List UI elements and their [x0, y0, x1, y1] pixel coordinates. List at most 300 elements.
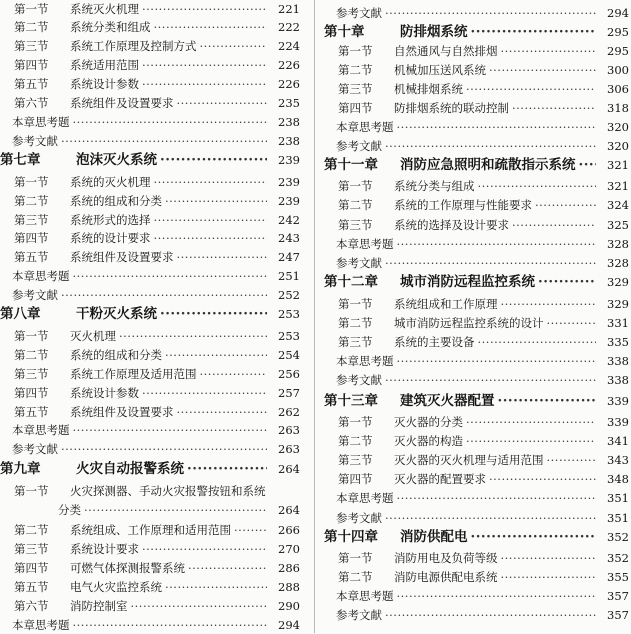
toc-entry-page: 343: [607, 453, 629, 467]
toc-entry-code: 第二节: [338, 570, 373, 584]
toc-entry: [324, 23, 631, 41]
toc-entry: [324, 61, 631, 79]
toc-entry-title: 灭火器的构造: [394, 434, 463, 448]
dot-leader: [234, 521, 267, 539]
toc-entry-page: 262: [278, 405, 300, 419]
toc-entry-title: 系统工作原理及适用范围: [70, 367, 197, 381]
toc-entry: [0, 211, 302, 229]
toc-entry-code: 第二节: [338, 63, 373, 77]
toc-entry-code: 第二节: [338, 434, 373, 448]
toc-entry-page: 338: [607, 373, 629, 387]
toc-entry-page: 339: [607, 394, 629, 408]
toc-entry: [0, 18, 302, 36]
dot-leader: [466, 80, 596, 98]
dot-leader: [547, 451, 597, 469]
toc-entry-page: 222: [278, 20, 300, 34]
toc-entry-code: 第三节: [338, 218, 373, 232]
toc-entry: [324, 528, 631, 546]
toc-entry-code: 第十二章: [324, 274, 378, 290]
dot-leader: [177, 248, 268, 266]
toc-entry: [324, 509, 631, 527]
toc-entry-page: 338: [607, 354, 629, 368]
toc-entry-title: 本章思考题: [336, 120, 394, 134]
toc-entry-title: 电气火灾监控系统: [70, 580, 162, 594]
toc-entry-title: 机械加压送风系统: [394, 63, 486, 77]
dot-leader: [177, 403, 268, 421]
toc-entry-page: 339: [607, 415, 629, 429]
toc-entry-code: 第十三章: [324, 393, 378, 409]
toc-entry: [0, 403, 302, 421]
toc-entry: [324, 333, 631, 351]
dot-leader: [501, 549, 597, 567]
dot-leader: [165, 346, 267, 364]
toc-entry-title: 消防用电及负荷等级: [394, 551, 498, 565]
dot-leader: [397, 587, 597, 605]
dot-leader: [512, 216, 596, 234]
toc-entry-page: 252: [278, 288, 300, 302]
toc-entry-page: 335: [607, 335, 629, 349]
toc-entry-page: 263: [278, 423, 300, 437]
dot-leader: [142, 540, 267, 558]
toc-entry-title: 系统设计参数: [70, 77, 139, 91]
toc-entry-title: 系统的工作原理与性能要求: [394, 198, 532, 212]
toc-entry: [324, 216, 631, 234]
toc-entry-title: 灭火机理: [70, 329, 116, 343]
toc-entry-page: 357: [607, 608, 629, 622]
dot-leader: [142, 384, 267, 402]
dot-leader: [73, 616, 268, 634]
dot-leader: [579, 156, 597, 174]
dot-leader: [489, 470, 596, 488]
toc-entry-page: 351: [607, 491, 629, 505]
toc-entry-page: 352: [607, 551, 629, 565]
dot-leader: [471, 23, 597, 41]
dot-leader: [142, 56, 267, 74]
toc-entry-page: 328: [607, 256, 629, 270]
toc-entry-page: 264: [278, 503, 300, 517]
toc-entry-title: 参考文献: [336, 373, 382, 387]
toc-entry-title: 参考文献: [336, 256, 382, 270]
toc-entry: [0, 56, 302, 74]
dot-leader: [165, 578, 267, 596]
toc-entry-code: 第一节: [338, 297, 373, 311]
toc-entry: [324, 42, 631, 60]
toc-entry-page: 295: [607, 44, 629, 58]
toc-entry: [324, 432, 631, 450]
dot-leader: [131, 597, 268, 615]
toc-entry-title: 参考文献: [12, 288, 58, 302]
toc-entry-page: 226: [278, 77, 300, 91]
toc-entry-code: 第二节: [338, 316, 373, 330]
toc-entry-title: 系统的灭火机理: [70, 175, 151, 189]
toc-entry: [324, 177, 631, 195]
toc-entry: [324, 99, 631, 117]
toc-entry-code: 第一节: [14, 2, 49, 16]
toc-entry-title: 系统组件及设置要求: [70, 250, 174, 264]
toc-entry-title: 城市消防远程监控系统的设计: [394, 316, 544, 330]
dot-leader: [478, 177, 597, 195]
toc-entry-page: 266: [278, 523, 300, 537]
dot-leader: [73, 421, 268, 439]
toc-entry-title: 灭火器的灭火机理与适用范围: [394, 453, 544, 467]
toc-entry-title: 防排烟系统的联动控制: [394, 101, 509, 115]
toc-entry: [0, 267, 302, 285]
toc-entry-page: 243: [278, 231, 300, 245]
toc-entry-code: 第四节: [14, 561, 49, 575]
toc-entry-page: 226: [278, 58, 300, 72]
toc-entry: [0, 229, 302, 247]
toc-entry-code: 第二节: [14, 348, 49, 362]
toc-entry-title: 系统灭火机理: [70, 2, 139, 16]
toc-entry-page: 341: [607, 434, 629, 448]
toc-entry-page: 254: [278, 348, 300, 362]
toc-entry: [324, 371, 631, 389]
dot-leader: [142, 75, 267, 93]
toc-entry: [324, 254, 631, 272]
toc-entry-code: 第四节: [14, 386, 49, 400]
toc-entry-code: 第二节: [338, 198, 373, 212]
toc-entry-page: 238: [278, 134, 300, 148]
toc-entry-code: 第三节: [14, 367, 49, 381]
toc-entry-title: 消防电源供配电系统: [394, 570, 498, 584]
toc-entry-title: 本章思考题: [12, 269, 70, 283]
toc-entry: [324, 80, 631, 98]
toc-entry-code: 第一节: [338, 551, 373, 565]
dot-leader: [165, 192, 267, 210]
toc-entry: [324, 118, 631, 136]
toc-entry-code: 第三节: [338, 335, 373, 349]
toc-entry-title: 参考文献: [336, 511, 382, 525]
toc-entry-title: 系统的组成和分类: [70, 348, 162, 362]
toc-entry-title: 系统组成、工作原理和适用范围: [70, 523, 231, 537]
toc-entry-page: 321: [607, 179, 629, 193]
dot-leader: [397, 352, 597, 370]
toc-entry-title: 参考文献: [12, 442, 58, 456]
toc-entry-page: 239: [278, 194, 300, 208]
dot-leader: [385, 254, 596, 272]
toc-entry-title: 系统分类与组成: [394, 179, 475, 193]
toc-entry-title: 本章思考题: [336, 354, 394, 368]
toc-entry-title: 火灾自动报警系统: [76, 461, 184, 477]
column-divider: [314, 0, 315, 633]
toc-entry: [0, 173, 302, 191]
dot-leader: [73, 267, 268, 285]
toc-entry-title: 系统组件及设置要求: [70, 96, 174, 110]
toc-entry-code: 第一节: [338, 44, 373, 58]
toc-entry-title: 本章思考题: [12, 423, 70, 437]
dot-leader: [385, 137, 596, 155]
toc-entry-title: 消防应急照明和疏散指示系统: [400, 157, 576, 173]
toc-entry-title: 本章思考题: [12, 618, 70, 632]
dot-leader: [188, 559, 267, 577]
dot-leader: [471, 528, 597, 546]
dot-leader: [501, 42, 597, 60]
toc-entry-title: 参考文献: [336, 6, 382, 20]
toc-entry-title: 灭火器的分类: [394, 415, 463, 429]
toc-entry-code: 第十章: [324, 24, 365, 40]
toc-entry-code: 第三节: [338, 453, 373, 467]
toc-entry: [0, 421, 302, 439]
toc-entry-code: 第九章: [0, 461, 41, 477]
toc-entry: [324, 587, 631, 605]
toc-entry-code: 第四节: [14, 231, 49, 245]
toc-entry: [0, 365, 302, 383]
toc-entry-code: 第二节: [14, 194, 49, 208]
toc-entry-page: 286: [278, 561, 300, 575]
toc-entry-code: 第一节: [338, 415, 373, 429]
toc-entry-title: 系统适用范围: [70, 58, 139, 72]
dot-leader: [154, 211, 268, 229]
toc-entry: [324, 235, 631, 253]
dot-leader: [119, 327, 267, 345]
toc-entry-page: 325: [607, 218, 629, 232]
toc-entry-title: 系统设计参数: [70, 386, 139, 400]
toc-entry-title: 系统的设计要求: [70, 231, 151, 245]
toc-entry-code: 第五节: [14, 77, 49, 91]
toc-entry-code: 第十一章: [324, 157, 378, 173]
toc-entry-code: 第五节: [14, 405, 49, 419]
toc-entry: [0, 482, 302, 500]
toc-entry-code: 第三节: [338, 82, 373, 96]
toc-entry-page: 348: [607, 472, 629, 486]
toc-entry-title: 分类: [58, 503, 81, 517]
toc-entry-code: 第五节: [14, 250, 49, 264]
toc-entry-code: 第八章: [0, 306, 41, 322]
toc-entry-page: 242: [278, 213, 300, 227]
toc-entry-page: 256: [278, 367, 300, 381]
dot-leader: [154, 18, 268, 36]
toc-entry-page: 320: [607, 120, 629, 134]
toc-entry-page: 288: [278, 580, 300, 594]
toc-entry-page: 357: [607, 589, 629, 603]
toc-entry-title: 干粉灭火系统: [76, 306, 157, 322]
toc-entry-title: 消防供配电: [400, 529, 468, 545]
toc-entry-code: 第二节: [14, 20, 49, 34]
toc-entry-page: 264: [278, 462, 300, 476]
dot-leader: [501, 295, 597, 313]
toc-entry: [324, 196, 631, 214]
toc-entry-title: 可燃气体探测报警系统: [70, 561, 185, 575]
dot-leader: [160, 305, 267, 323]
toc-entry: [0, 286, 302, 304]
dot-leader: [397, 118, 597, 136]
toc-entry-page: 355: [607, 570, 629, 584]
toc-entry-page: 257: [278, 386, 300, 400]
toc-entry-code: 第三节: [14, 213, 49, 227]
toc-entry: [0, 75, 302, 93]
dot-leader: [512, 99, 596, 117]
toc-entry-page: 224: [278, 39, 300, 53]
toc-entry-code: 第四节: [14, 58, 49, 72]
dot-leader: [154, 173, 268, 191]
toc-entry-code: 第三节: [14, 39, 49, 53]
toc-entry-page: 352: [607, 530, 629, 544]
toc-entry-title: 系统组成和工作原理: [394, 297, 498, 311]
toc-entry: [0, 248, 302, 266]
toc-entry: [0, 440, 302, 458]
dot-leader: [397, 235, 597, 253]
toc-entry: [0, 540, 302, 558]
toc-entry: [0, 501, 302, 519]
toc-entry-page: 318: [607, 101, 629, 115]
toc-entry: [0, 559, 302, 577]
dot-leader: [466, 432, 596, 450]
toc-entry-title: 本章思考题: [336, 589, 394, 603]
toc-entry-title: 系统的选择及设计要求: [394, 218, 509, 232]
dot-leader: [154, 229, 268, 247]
dot-leader: [501, 568, 597, 586]
toc-entry-title: 系统的组成和分类: [70, 194, 162, 208]
toc-entry-page: 239: [278, 153, 300, 167]
toc-entry-page: 324: [607, 198, 629, 212]
dot-leader: [489, 61, 596, 79]
toc-entry-title: 泡沫灭火系统: [76, 152, 157, 168]
toc-entry-title: 消防控制室: [70, 599, 128, 613]
toc-entry: [0, 37, 302, 55]
toc-entry-page: 263: [278, 442, 300, 456]
toc-entry-code: 第二节: [14, 523, 49, 537]
dot-leader: [177, 94, 268, 112]
dot-leader: [200, 365, 268, 383]
toc-entry: [0, 460, 302, 478]
dot-leader: [397, 489, 597, 507]
dot-leader: [160, 151, 267, 169]
toc-entry-title: 本章思考题: [336, 237, 394, 251]
toc-entry-page: 329: [607, 275, 629, 289]
toc-entry-page: 290: [278, 599, 300, 613]
toc-entry: [324, 489, 631, 507]
toc-entry-title: 防排烟系统: [400, 24, 468, 40]
toc-entry-code: 第一节: [14, 484, 49, 498]
toc-entry: [0, 94, 302, 112]
toc-entry-title: 系统工作原理及控制方式: [70, 39, 197, 53]
toc-entry: [0, 192, 302, 210]
toc-entry: [324, 295, 631, 313]
toc-entry-code: 第五节: [14, 580, 49, 594]
toc-entry-page: 253: [278, 307, 300, 321]
toc-entry-page: 235: [278, 96, 300, 110]
toc-entry-page: 306: [607, 82, 629, 96]
dot-leader: [84, 501, 267, 519]
toc-entry-page: 331: [607, 316, 629, 330]
toc-entry-page: 320: [607, 139, 629, 153]
toc-entry-code: 第六节: [14, 96, 49, 110]
toc-entry: [0, 132, 302, 150]
toc-entry-title: 火灾探测器、手动火灾报警按钮和系统: [70, 484, 266, 498]
dot-leader: [535, 196, 596, 214]
dot-leader: [547, 314, 597, 332]
toc-entry-title: 系统分类和组成: [70, 20, 151, 34]
toc-entry-page: 239: [278, 175, 300, 189]
dot-leader: [61, 132, 267, 150]
toc-entry: [0, 151, 302, 169]
toc-entry-page: 328: [607, 237, 629, 251]
toc-entry: [324, 4, 631, 22]
toc-entry-page: 247: [278, 250, 300, 264]
dot-leader: [385, 509, 596, 527]
toc-entry: [0, 578, 302, 596]
dot-leader: [478, 333, 597, 351]
toc-entry: [324, 451, 631, 469]
toc-entry-page: 253: [278, 329, 300, 343]
toc-entry-title: 系统形式的选择: [70, 213, 151, 227]
toc-entry-title: 本章思考题: [12, 115, 70, 129]
toc-entry: [324, 352, 631, 370]
toc-entry-page: 294: [278, 618, 300, 632]
dot-leader: [61, 440, 267, 458]
toc-entry: [324, 470, 631, 488]
toc-entry-page: 238: [278, 115, 300, 129]
toc-entry: [324, 549, 631, 567]
toc-entry: [324, 137, 631, 155]
dot-leader: [538, 273, 596, 291]
dot-leader: [466, 413, 596, 431]
toc-entry: [0, 597, 302, 615]
dot-leader: [200, 37, 268, 55]
dot-leader: [385, 4, 596, 22]
toc-entry: [324, 156, 631, 174]
toc-entry-code: 第十四章: [324, 529, 378, 545]
dot-leader: [187, 460, 267, 478]
dot-leader: [498, 392, 597, 410]
toc-entry-title: 自然通风与自然排烟: [394, 44, 498, 58]
toc-entry-code: 第七章: [0, 152, 41, 168]
toc-entry-code: 第一节: [14, 175, 49, 189]
toc-entry: [324, 273, 631, 291]
toc-entry-title: 系统组件及设置要求: [70, 405, 174, 419]
toc-entry: [324, 314, 631, 332]
dot-leader: [385, 371, 596, 389]
toc-entry-page: 251: [278, 269, 300, 283]
toc-entry-page: 295: [607, 25, 629, 39]
toc-entry-page: 300: [607, 63, 629, 77]
toc-entry-title: 参考文献: [336, 608, 382, 622]
toc-entry-title: 参考文献: [336, 139, 382, 153]
toc-entry-page: 321: [607, 158, 629, 172]
toc-entry-page: 294: [607, 6, 629, 20]
toc-entry: [0, 305, 302, 323]
toc-entry-title: 灭火器的配置要求: [394, 472, 486, 486]
toc-entry-page: 221: [278, 2, 300, 16]
toc-entry-title: 系统的主要设备: [394, 335, 475, 349]
toc-entry-title: 本章思考题: [336, 491, 394, 505]
dot-leader: [73, 113, 268, 131]
toc-entry-title: 参考文献: [12, 134, 58, 148]
toc-entry-code: 第三节: [14, 542, 49, 556]
toc-entry-page: 270: [278, 542, 300, 556]
dot-leader: [385, 606, 596, 624]
toc-entry: [324, 568, 631, 586]
toc-entry-code: 第六节: [14, 599, 49, 613]
toc-entry-title: 机械排烟系统: [394, 82, 463, 96]
toc-entry-title: 建筑灭火器配置: [400, 393, 495, 409]
toc-entry-page: 351: [607, 511, 629, 525]
toc-entry: [0, 113, 302, 131]
toc-entry: [0, 616, 302, 634]
toc-entry-page: 329: [607, 297, 629, 311]
toc-entry-code: 第四节: [338, 101, 373, 115]
toc-entry-title: 城市消防远程监控系统: [400, 274, 535, 290]
toc-entry: [0, 346, 302, 364]
toc-entry: [0, 384, 302, 402]
toc-entry: [324, 413, 631, 431]
toc-entry-code: 第一节: [338, 179, 373, 193]
toc-entry-code: 第一节: [14, 329, 49, 343]
toc-entry: [0, 0, 302, 18]
toc-entry: [0, 521, 302, 539]
toc-entry: [0, 327, 302, 345]
dot-leader: [142, 0, 267, 18]
